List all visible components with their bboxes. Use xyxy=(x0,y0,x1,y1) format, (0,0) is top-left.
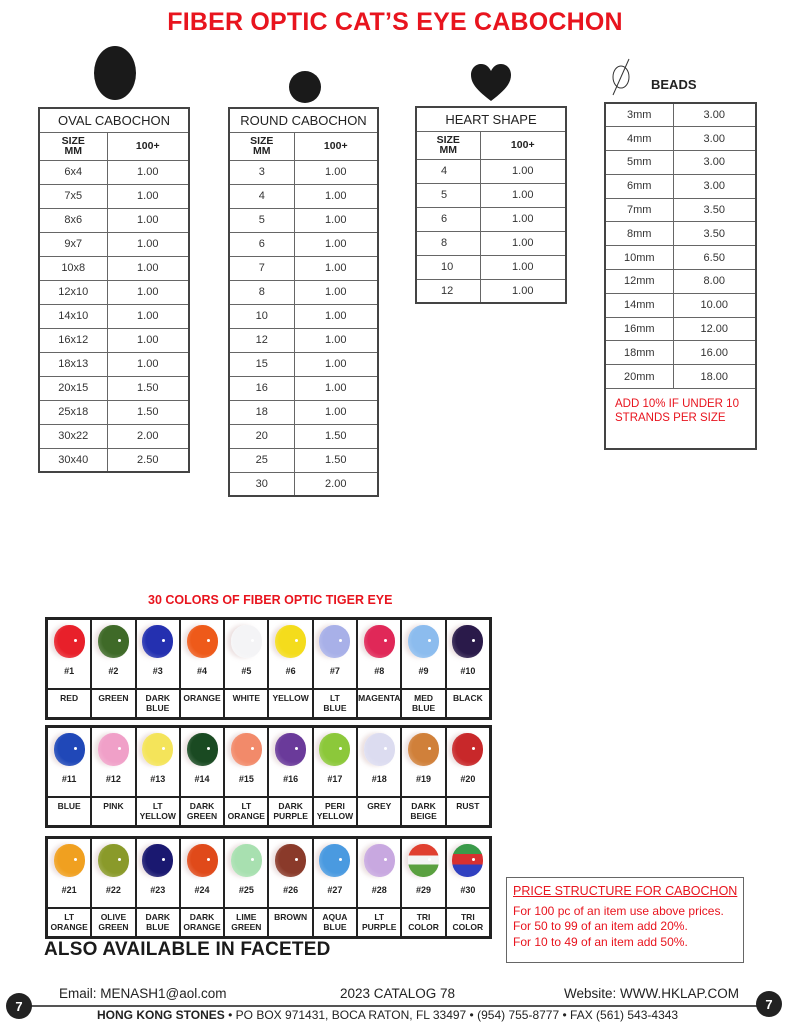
color-name: BLACK xyxy=(447,690,489,717)
footer-address xyxy=(97,1008,678,1022)
price-cell: 6.50 xyxy=(673,246,756,270)
stone-image xyxy=(364,625,395,658)
stone-image xyxy=(231,733,262,766)
size-cell: 10 xyxy=(229,304,294,328)
size-cell: 7 xyxy=(229,256,294,280)
color-number: #30 xyxy=(460,885,476,895)
color-number: #23 xyxy=(150,885,166,895)
table-row xyxy=(39,328,189,352)
price-cell: 1.50 xyxy=(294,448,378,472)
price-cell: 3.00 xyxy=(673,127,756,151)
size-cell: 20 xyxy=(229,424,294,448)
diameter-icon xyxy=(609,57,635,97)
color-swatch xyxy=(269,620,311,688)
table-row xyxy=(229,352,378,376)
color-number: #17 xyxy=(327,774,343,784)
table-row xyxy=(229,232,378,256)
stone-image xyxy=(408,733,439,766)
table-row xyxy=(229,184,378,208)
color-name: ORANGE xyxy=(181,690,223,717)
color-number: #20 xyxy=(460,774,476,784)
color-swatch xyxy=(48,839,90,907)
heart-shape-table xyxy=(415,106,567,304)
price-cell: 1.00 xyxy=(294,232,378,256)
price-cell: 1.50 xyxy=(107,400,189,424)
color-number: #6 xyxy=(285,666,296,676)
color-name: TRI COLOR xyxy=(402,909,444,936)
size-cell: 6mm xyxy=(605,174,673,198)
address-text: • PO BOX 971431, BOCA RATON, FL 33497 • (954) 755-8777 • FAX (561) 543-4343 xyxy=(224,1008,679,1022)
table-row xyxy=(39,160,189,184)
color-swatch xyxy=(314,620,356,688)
price-cell: 1.00 xyxy=(294,328,378,352)
stone-image xyxy=(187,844,218,877)
size-cell: 8 xyxy=(416,231,480,255)
color-number: #29 xyxy=(416,885,432,895)
table-title: ROUND CABOCHON xyxy=(229,108,378,132)
size-header: SIZE MM xyxy=(229,132,294,160)
color-number: #19 xyxy=(416,774,432,784)
table-row xyxy=(229,256,378,280)
color-swatch xyxy=(92,728,134,796)
round-cabochon-table xyxy=(228,107,379,497)
color-name: LT BLUE xyxy=(314,690,356,717)
table-row xyxy=(605,270,756,294)
color-number: #28 xyxy=(371,885,387,895)
stone-image xyxy=(275,625,306,658)
size-cell: 18 xyxy=(229,400,294,424)
size-cell: 12mm xyxy=(605,270,673,294)
price-cell: 1.00 xyxy=(294,160,378,184)
stone-image xyxy=(54,625,85,658)
color-number: #14 xyxy=(194,774,210,784)
price-cell: 1.00 xyxy=(480,279,566,303)
size-cell: 30x22 xyxy=(39,424,107,448)
stone-image xyxy=(408,625,439,658)
heart-shape-icon xyxy=(470,64,512,102)
size-cell: 5 xyxy=(416,183,480,207)
size-cell: 14mm xyxy=(605,293,673,317)
price-cell: 2.00 xyxy=(294,472,378,496)
color-number: #21 xyxy=(61,885,77,895)
table-row xyxy=(39,400,189,424)
color-swatch xyxy=(181,839,223,907)
table-row xyxy=(605,151,756,175)
price-cell: 1.00 xyxy=(480,255,566,279)
color-swatch xyxy=(137,728,179,796)
color-name: MED BLUE xyxy=(402,690,444,717)
size-cell: 8 xyxy=(229,280,294,304)
color-swatch xyxy=(358,728,400,796)
price-cell: 3.00 xyxy=(673,151,756,175)
stone-image xyxy=(231,844,262,877)
price-cell: 3.00 xyxy=(673,174,756,198)
color-name: WHITE xyxy=(225,690,267,717)
color-swatch xyxy=(92,839,134,907)
price-cell: 1.00 xyxy=(107,208,189,232)
color-swatch-row xyxy=(45,836,492,939)
color-name: DARK BLUE xyxy=(137,909,179,936)
stone-image xyxy=(275,844,306,877)
table-title: HEART SHAPE xyxy=(416,107,566,131)
size-cell: 3 xyxy=(229,160,294,184)
color-swatch xyxy=(225,620,267,688)
table-row xyxy=(416,231,566,255)
price-cell: 1.50 xyxy=(294,424,378,448)
color-swatch xyxy=(314,728,356,796)
price-cell: 1.00 xyxy=(294,304,378,328)
color-name: MAGENTA xyxy=(358,690,400,717)
price-cell: 1.00 xyxy=(107,160,189,184)
color-swatch xyxy=(225,728,267,796)
size-cell: 25x18 xyxy=(39,400,107,424)
color-swatch xyxy=(402,839,444,907)
color-number: #15 xyxy=(238,774,254,784)
color-name: OLIVE GREEN xyxy=(92,909,134,936)
table-row xyxy=(605,127,756,151)
price-cell: 1.00 xyxy=(480,207,566,231)
table-row xyxy=(39,280,189,304)
table-row xyxy=(605,246,756,270)
price-cell: 1.00 xyxy=(294,256,378,280)
color-name: LT ORANGE xyxy=(225,798,267,825)
table-row xyxy=(39,184,189,208)
color-swatch xyxy=(402,620,444,688)
table-row xyxy=(605,341,756,365)
color-swatch xyxy=(358,620,400,688)
color-number: #22 xyxy=(105,885,121,895)
table-row xyxy=(39,232,189,256)
size-cell: 8mm xyxy=(605,222,673,246)
table-row xyxy=(229,424,378,448)
color-number: #11 xyxy=(61,774,77,784)
color-swatch xyxy=(48,728,90,796)
price-header: 100+ xyxy=(294,132,378,160)
stone-image xyxy=(408,844,439,877)
color-swatch-row xyxy=(45,617,492,720)
company-name: HONG KONG STONES xyxy=(97,1008,225,1022)
stone-image xyxy=(319,625,350,658)
price-cell: 16.00 xyxy=(673,341,756,365)
price-structure-box xyxy=(506,877,744,963)
size-cell: 10x8 xyxy=(39,256,107,280)
color-name: PINK xyxy=(92,798,134,825)
size-cell: 12 xyxy=(416,279,480,303)
table-row xyxy=(229,304,378,328)
color-number: #5 xyxy=(241,666,252,676)
price-cell: 1.00 xyxy=(107,304,189,328)
price-header: 100+ xyxy=(107,132,189,160)
price-cell: 1.00 xyxy=(107,328,189,352)
color-number: #18 xyxy=(371,774,387,784)
color-number: #16 xyxy=(283,774,299,784)
colors-title: 30 COLORS OF FIBER OPTIC TIGER EYE xyxy=(148,593,393,607)
color-swatch xyxy=(402,728,444,796)
color-name: BLUE xyxy=(48,798,90,825)
size-cell: 16mm xyxy=(605,317,673,341)
color-number: #27 xyxy=(327,885,343,895)
table-row xyxy=(39,376,189,400)
table-row xyxy=(605,293,756,317)
color-swatch xyxy=(137,620,179,688)
oval-cabochon-table xyxy=(38,107,190,473)
size-cell: 6 xyxy=(416,207,480,231)
stone-image xyxy=(364,733,395,766)
color-swatch-row xyxy=(45,725,492,828)
stone-image xyxy=(98,733,129,766)
price-cell: 1.00 xyxy=(107,352,189,376)
price-cell: 1.00 xyxy=(107,280,189,304)
price-cell: 1.00 xyxy=(480,159,566,183)
stone-image xyxy=(98,625,129,658)
stone-image xyxy=(452,844,483,877)
size-cell: 30x40 xyxy=(39,448,107,472)
price-cell: 12.00 xyxy=(673,317,756,341)
table-row xyxy=(39,208,189,232)
color-name: DARK BEIGE xyxy=(402,798,444,825)
color-name: AQUA BLUE xyxy=(314,909,356,936)
stone-image xyxy=(364,844,395,877)
table-row xyxy=(229,376,378,400)
beads-table xyxy=(604,102,757,450)
table-title: OVAL CABOCHON xyxy=(39,108,189,132)
color-number: #3 xyxy=(152,666,163,676)
size-cell: 6x4 xyxy=(39,160,107,184)
color-swatch xyxy=(181,620,223,688)
price-structure-heading: PRICE STRUCTURE FOR CABOCHON xyxy=(513,884,738,898)
size-cell: 4 xyxy=(416,159,480,183)
faceted-notice: ALSO AVAILABLE IN FACETED xyxy=(44,939,331,960)
price-cell: 8.00 xyxy=(673,270,756,294)
price-cell: 1.00 xyxy=(480,231,566,255)
price-cell: 1.00 xyxy=(107,256,189,280)
round-shape-icon xyxy=(289,71,321,103)
footer-divider xyxy=(28,1005,761,1007)
page-title: FIBER OPTIC CAT’S EYE CABOCHON xyxy=(167,8,623,36)
stone-image xyxy=(319,844,350,877)
size-cell: 4mm xyxy=(605,127,673,151)
stone-image xyxy=(452,733,483,766)
stone-image xyxy=(54,733,85,766)
price-cell: 1.00 xyxy=(107,232,189,256)
size-cell: 10 xyxy=(416,255,480,279)
size-cell: 4 xyxy=(229,184,294,208)
color-number: #26 xyxy=(283,885,299,895)
table-row xyxy=(605,365,756,389)
color-number: #7 xyxy=(329,666,340,676)
price-structure-line: For 10 to 49 of an item add 50%. xyxy=(513,934,688,949)
color-swatch xyxy=(269,839,311,907)
beads-title: BEADS xyxy=(651,77,697,92)
size-cell: 18x13 xyxy=(39,352,107,376)
stone-image xyxy=(231,625,262,658)
size-cell: 12 xyxy=(229,328,294,352)
price-cell: 1.00 xyxy=(294,184,378,208)
size-cell: 6 xyxy=(229,232,294,256)
table-row xyxy=(416,183,566,207)
table-row xyxy=(229,448,378,472)
color-swatch xyxy=(269,728,311,796)
color-name: GREEN xyxy=(92,690,134,717)
price-cell: 2.00 xyxy=(107,424,189,448)
footer-email: Email: MENASH1@aol.com xyxy=(59,986,227,1001)
color-swatch xyxy=(358,839,400,907)
table-row xyxy=(229,208,378,232)
price-cell: 1.50 xyxy=(107,376,189,400)
stone-image xyxy=(142,844,173,877)
color-swatch xyxy=(447,620,489,688)
table-row xyxy=(605,198,756,222)
size-cell: 30 xyxy=(229,472,294,496)
stone-image xyxy=(187,625,218,658)
price-structure-line: For 100 pc of an item use above prices. xyxy=(513,903,724,918)
color-swatch xyxy=(181,728,223,796)
size-header: SIZE MM xyxy=(39,132,107,160)
price-cell: 3.50 xyxy=(673,198,756,222)
color-name: GREY xyxy=(358,798,400,825)
size-cell: 25 xyxy=(229,448,294,472)
stone-image xyxy=(319,733,350,766)
color-name: BROWN xyxy=(269,909,311,936)
price-cell: 1.00 xyxy=(294,208,378,232)
price-cell: 2.50 xyxy=(107,448,189,472)
table-row xyxy=(39,256,189,280)
color-name: DARK BLUE xyxy=(137,690,179,717)
color-name: DARK ORANGE xyxy=(181,909,223,936)
size-cell: 12x10 xyxy=(39,280,107,304)
price-cell: 1.00 xyxy=(294,400,378,424)
table-row xyxy=(605,174,756,198)
size-cell: 9x7 xyxy=(39,232,107,256)
size-cell: 10mm xyxy=(605,246,673,270)
price-header: 100+ xyxy=(480,131,566,159)
table-row xyxy=(39,424,189,448)
size-cell: 14x10 xyxy=(39,304,107,328)
price-cell: 3.00 xyxy=(673,103,756,127)
color-number: #12 xyxy=(105,774,121,784)
price-cell: 1.00 xyxy=(294,352,378,376)
table-row xyxy=(39,304,189,328)
table-row xyxy=(416,207,566,231)
size-cell: 20mm xyxy=(605,365,673,389)
footer-catalog: 2023 CATALOG 78 xyxy=(340,986,456,1001)
size-cell: 7x5 xyxy=(39,184,107,208)
color-number: #10 xyxy=(460,666,476,676)
size-cell: 5mm xyxy=(605,151,673,175)
table-row xyxy=(229,280,378,304)
table-row xyxy=(416,159,566,183)
color-number: #25 xyxy=(238,885,254,895)
color-swatch xyxy=(225,839,267,907)
beads-note: ADD 10% IF UNDER 10 STRANDS PER SIZE xyxy=(605,389,756,449)
size-cell: 15 xyxy=(229,352,294,376)
color-name: LT YELLOW xyxy=(137,798,179,825)
stone-image xyxy=(98,844,129,877)
color-name: RED xyxy=(48,690,90,717)
color-number: #9 xyxy=(418,666,429,676)
color-name: PERI YELLOW xyxy=(314,798,356,825)
footer-website: Website: WWW.HKLAP.COM xyxy=(564,986,740,1001)
table-row xyxy=(39,352,189,376)
price-cell: 1.00 xyxy=(107,184,189,208)
color-number: #2 xyxy=(108,666,119,676)
price-structure-line: For 50 to 99 of an item add 20%. xyxy=(513,919,688,933)
color-name: TRI COLOR xyxy=(447,909,489,936)
oval-shape-icon xyxy=(94,46,136,100)
stone-image xyxy=(54,844,85,877)
color-number: #1 xyxy=(64,666,75,676)
price-cell: 1.00 xyxy=(294,376,378,400)
stone-image xyxy=(452,625,483,658)
size-cell: 18mm xyxy=(605,341,673,365)
color-number: #13 xyxy=(150,774,166,784)
size-cell: 16 xyxy=(229,376,294,400)
color-swatch xyxy=(447,839,489,907)
price-cell: 3.50 xyxy=(673,222,756,246)
color-name: DARK PURPLE xyxy=(269,798,311,825)
stone-image xyxy=(142,625,173,658)
color-swatch xyxy=(314,839,356,907)
color-swatch xyxy=(92,620,134,688)
table-row xyxy=(229,328,378,352)
stone-image xyxy=(187,733,218,766)
table-row xyxy=(605,103,756,127)
table-row xyxy=(605,317,756,341)
color-name: RUST xyxy=(447,798,489,825)
page-number-badge: 7 xyxy=(6,993,32,1019)
price-cell: 1.00 xyxy=(294,280,378,304)
stone-image xyxy=(275,733,306,766)
color-name: YELLOW xyxy=(269,690,311,717)
table-row xyxy=(229,160,378,184)
size-cell: 8x6 xyxy=(39,208,107,232)
table-row xyxy=(39,448,189,472)
price-cell: 10.00 xyxy=(673,293,756,317)
page-number-badge: 7 xyxy=(756,991,782,1017)
size-cell: 20x15 xyxy=(39,376,107,400)
color-swatch xyxy=(137,839,179,907)
color-name: LT ORANGE xyxy=(48,909,90,936)
color-swatch xyxy=(447,728,489,796)
size-header: SIZE MM xyxy=(416,131,480,159)
size-cell: 7mm xyxy=(605,198,673,222)
color-name: LT PURPLE xyxy=(358,909,400,936)
table-row xyxy=(229,400,378,424)
color-name: DARK GREEN xyxy=(181,798,223,825)
stone-image xyxy=(142,733,173,766)
table-row xyxy=(605,222,756,246)
price-cell: 1.00 xyxy=(480,183,566,207)
price-cell: 18.00 xyxy=(673,365,756,389)
color-swatch xyxy=(48,620,90,688)
color-number: #24 xyxy=(194,885,210,895)
table-row xyxy=(416,279,566,303)
color-number: #8 xyxy=(374,666,385,676)
table-row xyxy=(416,255,566,279)
color-name: LIME GREEN xyxy=(225,909,267,936)
table-row xyxy=(229,472,378,496)
size-cell: 3mm xyxy=(605,103,673,127)
color-number: #4 xyxy=(197,666,208,676)
size-cell: 16x12 xyxy=(39,328,107,352)
size-cell: 5 xyxy=(229,208,294,232)
